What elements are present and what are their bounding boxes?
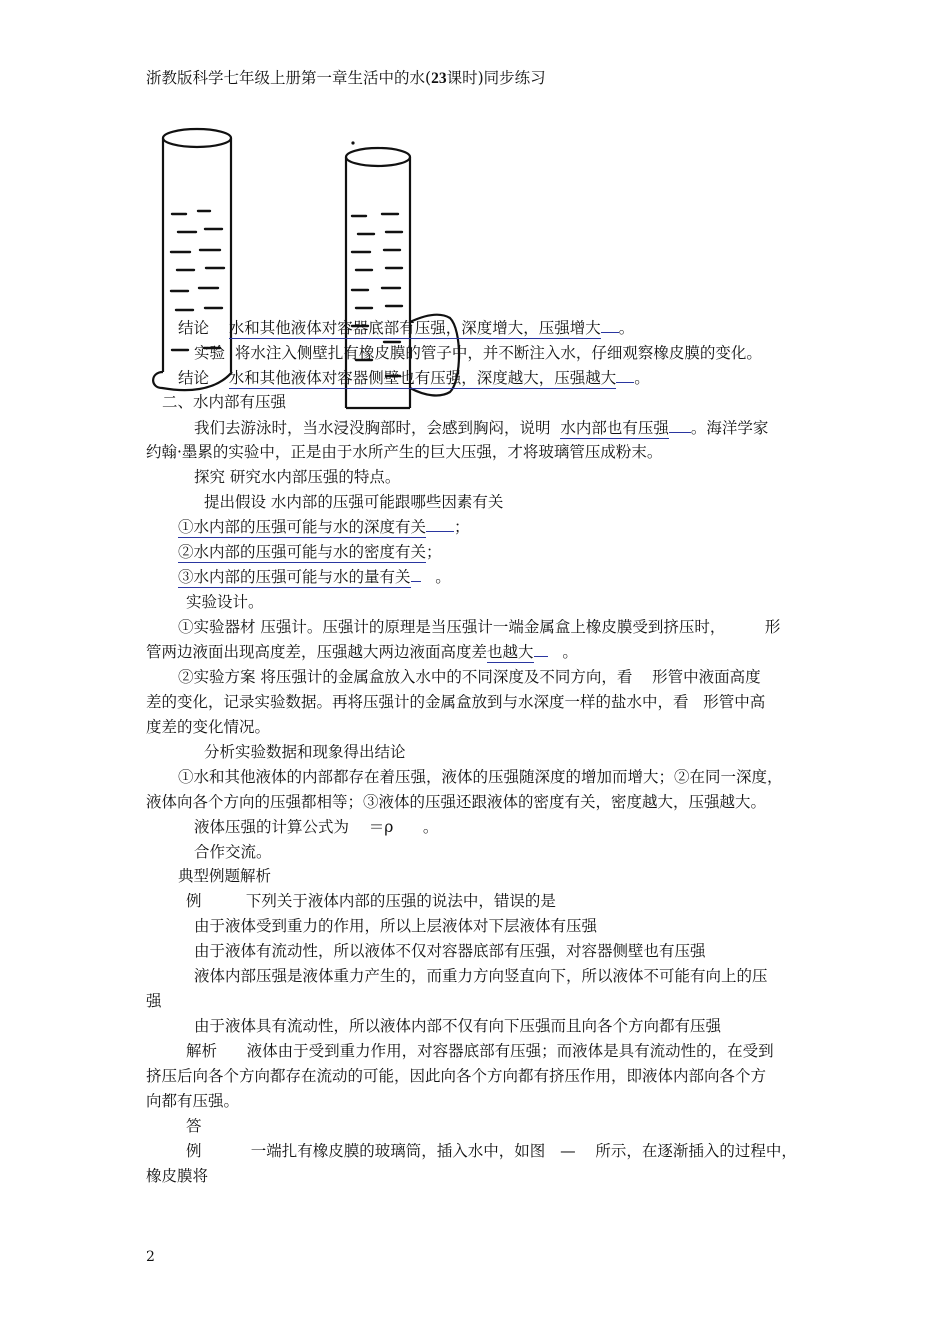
example-2-line-1: 例 一端扎有橡皮膜的玻璃筒，插入水中，如图 — 所示，在逐渐插入的过程中， (186, 1142, 797, 1160)
analysis-line-3: 向都有压强。 (146, 1092, 240, 1110)
page-number: 2 (146, 1249, 155, 1265)
option-b: 由于液体有流动性，所以液体不仅对容器底部有压强，对容器侧壁也有压强 (194, 942, 706, 960)
paragraph-1-line-1: 我们去游泳时，当水浸没胸部时，会感到胸闷，说明 水内部也有压强 。海洋学家 (194, 419, 769, 437)
hypothesis-1: ①水内部的压强可能与水的深度有关 ； (178, 518, 470, 536)
conclusion-2-answer: 水和其他液体对容器侧壁也有压强，深度越大，压强越大 (228, 369, 617, 387)
experiment-line: 实验 将水注入侧壁扎有橡皮膜的管子中，并不断注入水，仔细观察橡皮膜的变化。 (194, 344, 762, 362)
design-1-answer: 也越大 (487, 643, 534, 661)
hypothesis-3: ③水内部的压强可能与水的量有关 。 (178, 568, 451, 586)
right-tube-rim (346, 148, 410, 166)
analysis-line: 分析实验数据和现象得出结论 (204, 743, 406, 761)
option-d: 由于液体具有流动性，所以液体内部不仅有向下压强而且向各个方向都有压强 (194, 1017, 722, 1035)
left-tube-rim (163, 129, 231, 147)
conclusion-3-line-2: 液体向各个方向的压强都相等；③液体的压强还跟液体的密度有关，密度越大，压强越大。 (146, 793, 767, 811)
hypothesis-2: ②水内部的压强可能与水的密度有关； (178, 543, 442, 561)
document-header: 浙教版科学七年级上册第一章生活中的水(23课时)同步练习 (146, 69, 546, 87)
design-2-line-3: 度差的变化情况。 (146, 718, 271, 736)
typical-examples-title: 典型例题解析 (178, 867, 272, 885)
design-line: 实验设计。 (186, 593, 264, 611)
design-2-line-2: 差的变化，记录实验数据。再将压强计的金属盒放到与水深度一样的盐水中，看 形管中高 (146, 693, 766, 711)
design-1-line-2: 管两边液面出现高度差，压强越大两边液面高度差也越大 。 (146, 643, 578, 661)
analysis-label-line: 解析 液体由于受到重力作用，对容器底部有压强；而液体是具有流动性的，在受到 (186, 1042, 774, 1060)
formula-line: 液体压强的计算公式为 ＝ρ 。 (194, 818, 439, 836)
example-2-line-2: 橡皮膜将 (146, 1167, 209, 1185)
analysis-line-2: 挤压后向各个方向都存在流动的可能，因此向各个方向都有挤压作用，即液体内部向各个方 (146, 1067, 767, 1085)
conclusion-1: 结论 水和其他液体对容器底部有压强，深度增大，压强增大 。 (178, 319, 635, 337)
design-2-line-1: ②实验方案 将压强计的金属盒放入水中的不同深度及不同方向，看 形管中液面高度 (178, 668, 761, 686)
explore-line: 探究 研究水内部压强的特点。 (194, 468, 401, 486)
option-a: 由于液体受到重力的作用，所以上层液体对下层液体有压强 (194, 917, 598, 935)
section-title: 二、水内部有压强 (162, 393, 287, 411)
conclusion-1-answer: 水和其他液体对容器底部有压强，深度增大，压强增大 (228, 319, 601, 337)
option-c-line-2: 强 (146, 992, 162, 1010)
conclusion-2: 结论 水和其他液体对容器侧壁也有压强，深度越大，压强越大 。 (178, 369, 650, 387)
paragraph-1-answer: 水内部也有压强 (560, 419, 669, 437)
answer-label: 答 (186, 1117, 202, 1135)
design-1-line-1: ①实验器材 压强计。压强计的原理是当压强计一端金属盒上橡皮膜受到挤压时， 形 (178, 618, 781, 636)
cooperation-line: 合作交流。 (194, 843, 272, 861)
hypothesis-line: 提出假设 水内部的压强可能跟哪些因素有关 (204, 493, 504, 511)
paragraph-1-line-2: 约翰·墨累的实验中，正是由于水所产生的巨大压强，才将玻璃管压成粉末。 (146, 443, 663, 461)
example-1-question: 例 下列关于液体内部的压强的说法中，错误的是 (186, 892, 556, 910)
conclusion-3-line-1: ①水和其他液体的内部都存在着压强，液体的压强随深度的增加而增大；②在同一深度， (178, 768, 783, 786)
option-c-line-1: 液体内部压强是液体重力产生的，而重力方向竖直向下，所以液体不可能有向上的压 (194, 967, 768, 985)
